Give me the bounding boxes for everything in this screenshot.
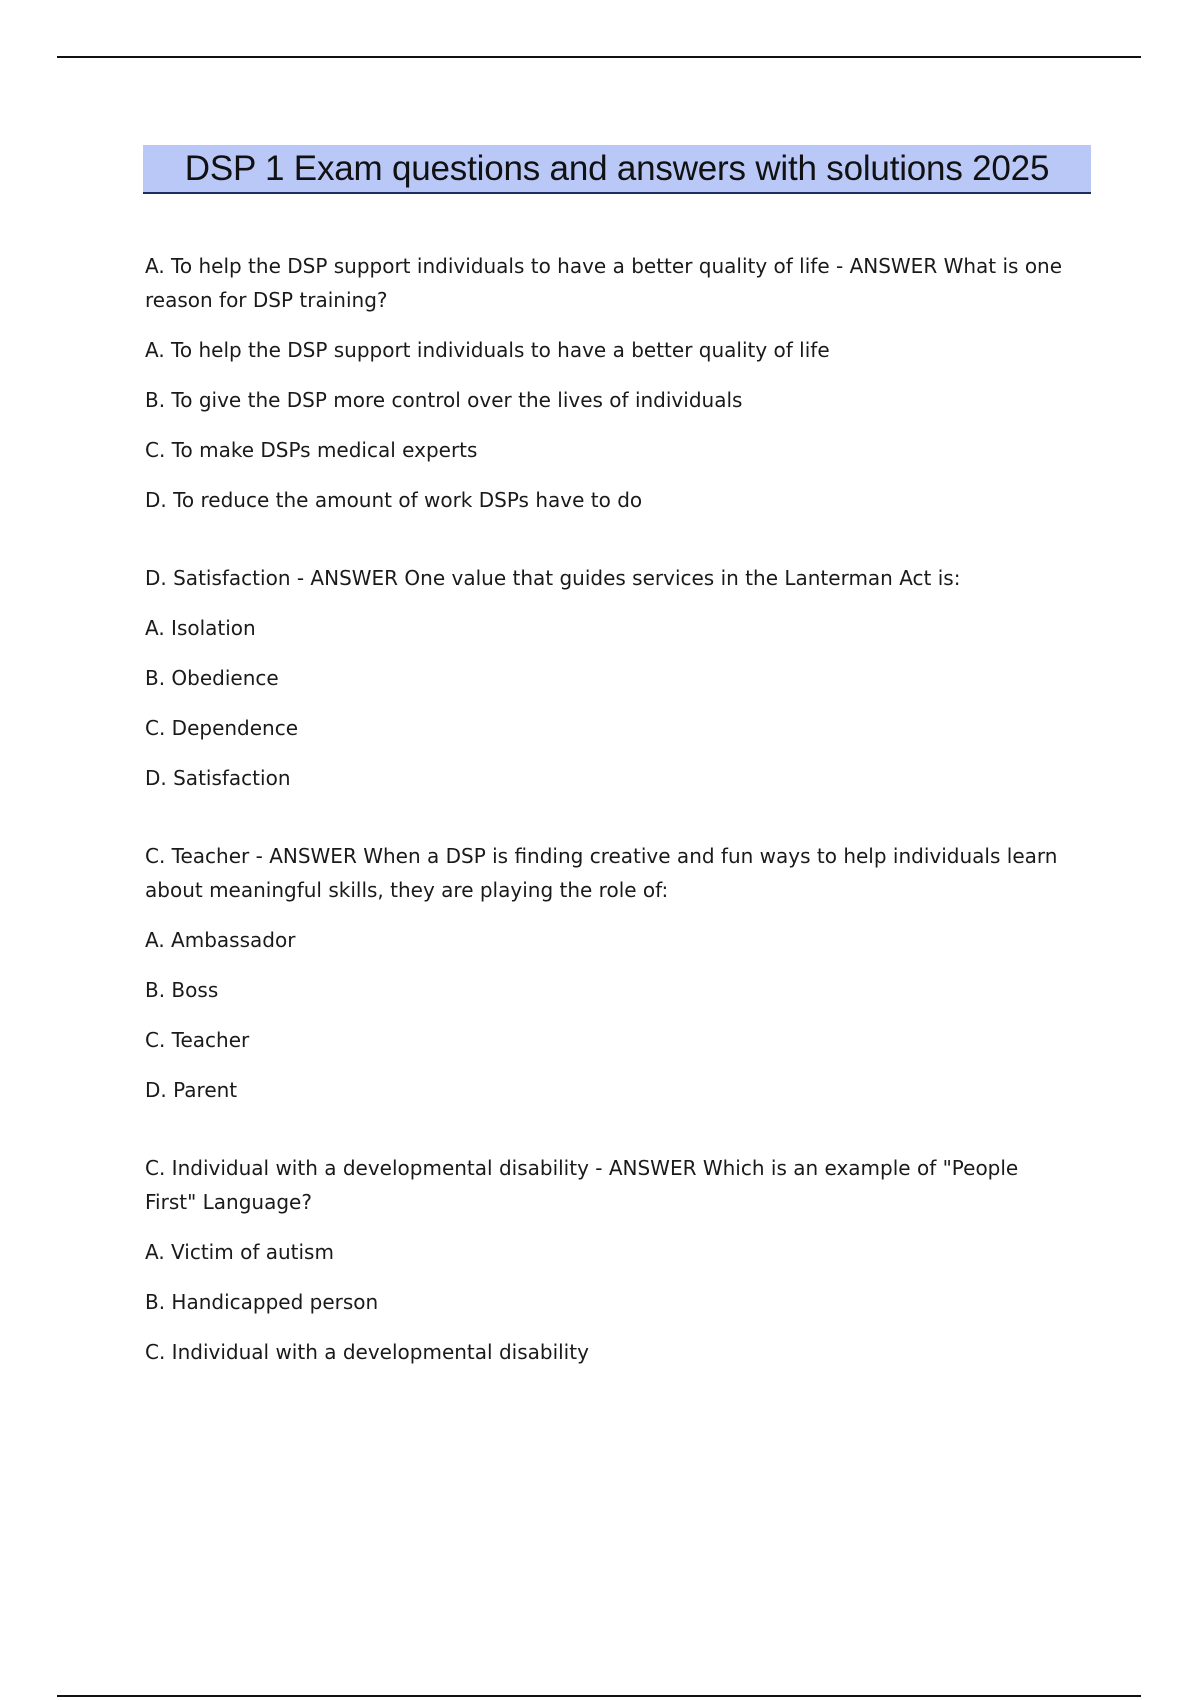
header-rule bbox=[57, 56, 1141, 58]
qa-item-2 bbox=[145, 561, 1075, 795]
qa-content bbox=[145, 249, 1075, 1385]
answer-option: D. Parent bbox=[145, 1078, 238, 1102]
answer-option: B. Handicapped person bbox=[145, 1290, 379, 1314]
answer-option: A. To help the DSP support individuals to have a better quality of life bbox=[145, 338, 830, 362]
question-text: A. To help the DSP support individuals to have a better quality of life - ANSWER What is one reason for DSP training? bbox=[145, 254, 1063, 312]
footer-rule bbox=[57, 1695, 1141, 1697]
question-text: C. Teacher - ANSWER When a DSP is finding creative and fun ways to help individuals learn about meaningful skills, they are playing the role of: bbox=[145, 844, 1058, 902]
answer-option: C. Teacher bbox=[145, 1028, 250, 1052]
answer-option: A. Ambassador bbox=[145, 928, 296, 952]
document-title: DSP 1 Exam questions and answers with solutions 2025 bbox=[184, 148, 1050, 188]
title-banner bbox=[143, 145, 1091, 194]
answer-option: B. To give the DSP more control over the lives of individuals bbox=[145, 388, 743, 412]
question-text: D. Satisfaction - ANSWER One value that guides services in the Lanterman Act is: bbox=[145, 566, 961, 590]
qa-item-1 bbox=[145, 249, 1075, 517]
answer-option: C. Dependence bbox=[145, 716, 299, 740]
answer-option: C. To make DSPs medical experts bbox=[145, 438, 478, 462]
qa-item-4 bbox=[145, 1151, 1075, 1369]
answer-option: C. Individual with a developmental disability bbox=[145, 1340, 589, 1364]
answer-option: B. Obedience bbox=[145, 666, 279, 690]
question-text: C. Individual with a developmental disability - ANSWER Which is an example of "People First" Language? bbox=[145, 1156, 1019, 1214]
answer-option: A. Victim of autism bbox=[145, 1240, 334, 1264]
qa-item-3 bbox=[145, 839, 1075, 1107]
answer-option: D. Satisfaction bbox=[145, 766, 291, 790]
answer-option: B. Boss bbox=[145, 978, 219, 1002]
answer-option: D. To reduce the amount of work DSPs have to do bbox=[145, 488, 643, 512]
answer-option: A. Isolation bbox=[145, 616, 256, 640]
